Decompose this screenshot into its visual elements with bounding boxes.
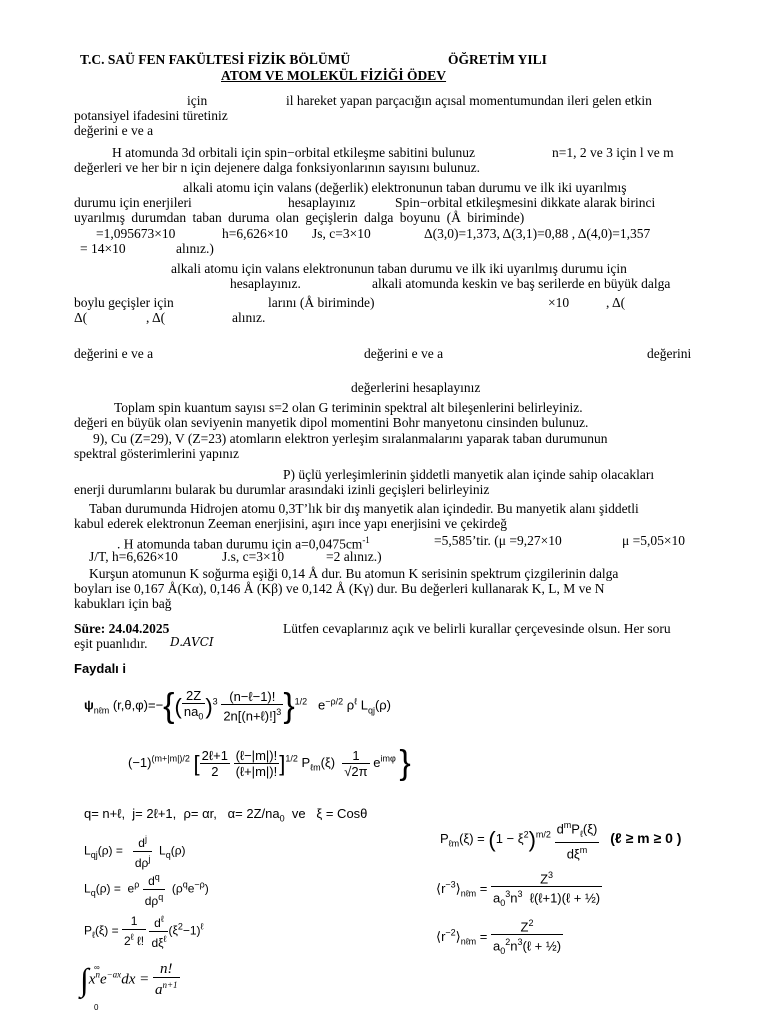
q4-line4-b: , Δ( <box>146 310 166 325</box>
header-university: T.C. SAÜ FEN FAKÜLTESİ FİZİK BÖLÜMÜ <box>80 52 351 67</box>
q3-line5-a: = 14×10 <box>80 241 126 256</box>
formula-integral: $\int x^ne^{-ax}dx$ = $\frac{n!}{a^{n+1}}$ <box>80 961 178 998</box>
q11-line4-a: J/T, h=6,626×10 <box>89 549 178 564</box>
q3-line4-d: Δ(3,0)=1,373, Δ(3,1)=0,88 , Δ(4,0)=1,357 <box>424 226 651 241</box>
psi-formula-line2: $(-1)^{(m+|m|)/2}$ [ $\frac{\text{2ℓ+1}}{2}$ $\frac{\text{(ℓ−|m|)!}}{\text{(ℓ+|m|)!}}$ ]$^{1/2}$ $P_{\ell m}(\xi)$ $\frac{1}{√2\pi}$ $e^{im\varphi}$ } <box>128 744 411 782</box>
formula-Lq: $L_q(\rho) = e^\rho$ $\frac{d^q}{d\rho^q}$ $(\rho^qe^{-\rho})$ <box>84 872 209 908</box>
q5-value-c: değerini <box>647 346 692 361</box>
q11-line4-c: =2 alınız.) <box>326 549 382 564</box>
q5-values-d: değerlerini hesaplayınız <box>351 380 481 395</box>
formula-Lqj: $L_{qj}(\rho)$ = $\frac{d^j}{d\rho^j}$ $L_q(\rho)$ <box>84 834 186 870</box>
q11-line3-b: =5,585’tir. (μ =9,27×10 <box>434 533 562 548</box>
q11-line4-b: J.s, c=3×10 <box>222 549 285 564</box>
q1-line3: değerini e ve a <box>74 123 154 138</box>
q4-line3-c: ×10 <box>548 295 570 310</box>
q3-line3: uyarılmış durumdan taban duruma olan geçişlerin dalga boyunu (Å biriminde) <box>74 210 525 225</box>
header-title: ATOM VE MOLEKÜL FİZİĞİ ÖDEV <box>221 68 447 83</box>
useful-title: Faydalı i <box>74 661 127 676</box>
q1-line1-a: için <box>187 93 208 108</box>
q10-line1: P) üçlü yerleşimlerinin şiddetli manyetik alan içinde sahip olacakları <box>283 467 655 482</box>
q11-line1: Taban durumunda Hidrojen atomu 0,3T’lık bir dış manyetik alan içindedir. Bu manyetik alanı şiddetli <box>89 501 639 516</box>
q5-value-a: değerini e ve a <box>74 346 154 361</box>
q6-text: Toplam spin kuantum sayısı s=2 olan G teriminin spektral alt bileşenlerini belirleyiniz. <box>114 400 583 415</box>
q3-line2-c: Spin−orbital etkileşmesini dikkate alarak birinci <box>395 195 656 210</box>
q3-line4-b: h=6,626×10 <box>222 226 288 241</box>
q1-line1-b: il hareket yapan parçacığın açısal momentumundan ileri gelen etkin <box>286 93 652 108</box>
exam-duration: Süre: 24.04.2025 <box>74 621 170 636</box>
q2-line1-a: H atomunda 3d orbitali için spin−orbital etkileşme sabitini bulunuz <box>112 145 476 160</box>
q2-line2: değerleri ve her bir n için dejenere dalga fonksiyonlarının sayısını bulunuz. <box>74 160 480 175</box>
formula-r-minus2: $⟨r^{-2}⟩_{n\ell m}$ = $\frac{Z^2}{a_0^2n^3(\ell + \frac{1}{2})}$ <box>436 918 562 957</box>
footer-note: Lütfen cevaplarınız açık ve belirli kurallar çerçevesinde olsun. Her soru <box>283 621 671 636</box>
formula-Pl: $P_\ell(\xi)$ = $\frac{1}{2^\ell \ell!}$ $\frac{d^\ell}{d\xi^\ell}$ $(\xi^2-1)^\ell$ <box>84 914 204 950</box>
q5-value-b: değerini e ve a <box>364 346 444 361</box>
q4-line4-c: alınız. <box>232 310 266 325</box>
q3-line4-a: =1,095673×10 <box>96 226 176 241</box>
q3-line5-b: alınız.) <box>176 241 214 256</box>
definitions: q= n+ℓ, j= 2ℓ+1, ρ= αr, $\alpha= 2Z/na_0$ ve ξ = Cosθ <box>84 806 368 824</box>
q4-line3-d: , Δ( <box>606 295 626 310</box>
q12-line3: kabukları için bağ <box>74 596 172 611</box>
q3-line2-a: durumu için enerjileri <box>74 195 192 210</box>
q12-line1: Kurşun atomunun K soğurma eşiği 0,14 Å dur. Bu atomun K serisinin spektrum çizgilerinin dalga <box>89 566 619 581</box>
q3-line2-b: hesaplayınız <box>288 195 356 210</box>
q11-line3-c: μ =5,05×10 <box>622 533 685 548</box>
q4-line3-a: boylu geçişler için <box>74 295 174 310</box>
q4-line1: alkali atomu için valans elektronunun taban durumu ve ilk iki uyarılmış durumu için <box>171 261 627 276</box>
q10-line2: enerji durumlarını bularak bu durumlar arasındaki izinli geçişleri belirleyiniz <box>74 482 490 497</box>
formula-Plm: $P_{\ell m}(\xi) = (1 - \xi^2)^{m/2}$ $\frac{d^mP_\ell(\xi)}{d\xi^m}$ (ℓ ≥ m ≥ 0 ) <box>440 820 682 862</box>
q7-text: değeri en büyük olan seviyenin manyetik dipol momentini Bohr manyetonu cinsinden bulunuz. <box>74 415 589 430</box>
psi-formula-line1: $\psi_{n\ell m}$ (r,θ,φ)=−{( $\frac{2Z}{na_0}$ )$^3$ $\frac{\text{(n−ℓ−1)!}}{2n[(n+\ell)!]^3}$ }$^{1/2}$ $e^{-\rho/2}$ $\rho^\ell$ $L_{qj}(\rho)$ <box>84 686 392 725</box>
q4-line4-a: Δ( <box>74 310 88 325</box>
q11-line2: kabul ederek elektronun Zeeman enerjisini, aşırı ince yapı enerjisini ve çekirdeğ <box>74 516 507 531</box>
integral-upper: ∞ <box>94 963 100 972</box>
q2-line1-b: n=1, 2 ve 3 için l ve m <box>552 145 674 160</box>
integral-lower: 0 <box>94 1003 99 1012</box>
q1-line2: potansiyel ifadesini türetiniz <box>74 108 228 123</box>
q4-line2-b: alkali atomunda keskin ve baş serilerde en büyük dalga <box>372 276 671 291</box>
footer-note-2: eşit puanlıdır. <box>74 636 148 651</box>
signature: D.AVCI <box>170 635 214 649</box>
q9-line1: 9), Cu (Z=29), V (Z=23) atomların elektron yerleşim sıralanmalarını yaparak taban durumunun <box>93 431 608 446</box>
q3-line4-c: Js, c=3×10 <box>312 226 371 241</box>
q12-line2: boyları ise 0,167 Å(Kα), 0,146 Å (Kβ) ve 0,142 Å (Kγ) dur. Bu değerleri kullanarak K, L, M ve N <box>74 581 605 596</box>
q3-line1: alkali atomu için valans (değerlik) elektronunun taban durumu ve ilk iki uyarılmış <box>183 180 627 195</box>
formula-r-minus3: $⟨r^{-3}⟩_{n\ell m}$ = $\frac{Z^3}{a_0^3n^3 \ell(\ell+1)(\ell + \frac{1}{2})}$ <box>436 870 601 909</box>
q9-line2: spektral gösterimlerini yapınız <box>74 446 239 461</box>
q4-line3-b: larını (Å biriminde) <box>268 295 375 310</box>
q11-line3-a: . H atomunda taban durumu için $a=0,0475cm^{-1}$ <box>117 535 370 552</box>
header-year: ÖĞRETİM YILI <box>448 52 547 67</box>
q4-line2-a: hesaplayınız. <box>230 276 301 291</box>
